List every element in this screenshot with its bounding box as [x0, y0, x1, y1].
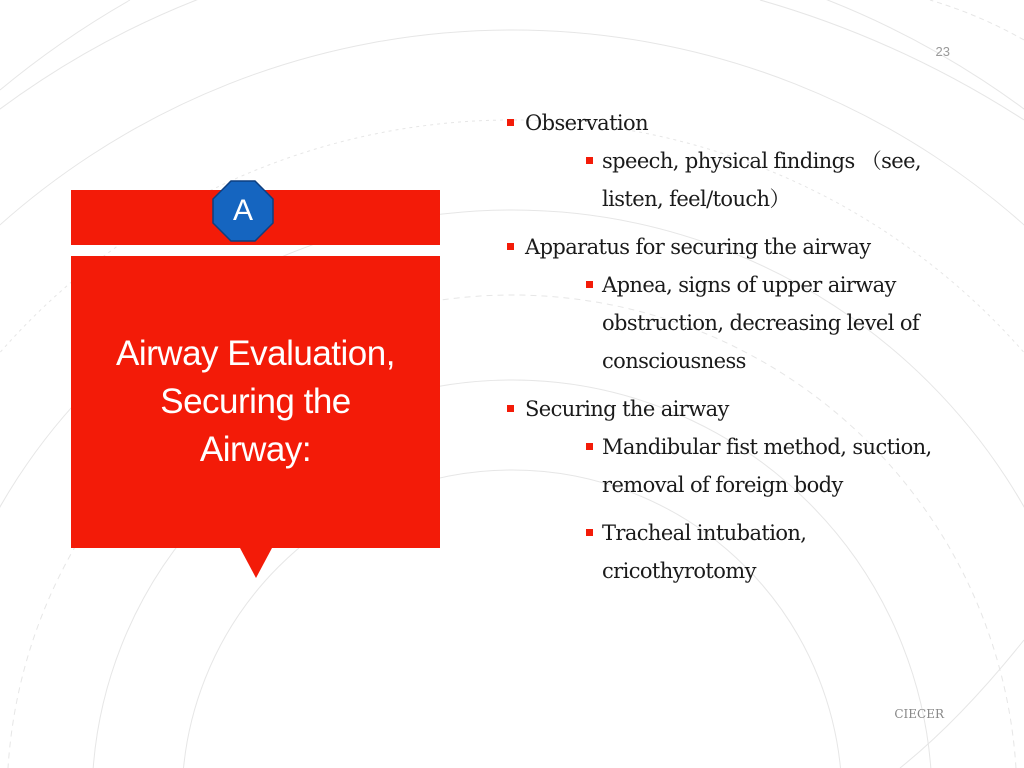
- badge-letter: A: [232, 194, 253, 227]
- square-bullet-icon: [586, 443, 593, 450]
- list-item-text: Observation: [525, 111, 649, 135]
- square-bullet-icon: [507, 243, 514, 250]
- list-subitem-text: Mandibular fist method, suction, removal of foreign body: [602, 435, 932, 497]
- list-item: [505, 390, 935, 428]
- list-subitem: [505, 514, 935, 590]
- square-bullet-icon: [586, 157, 593, 164]
- square-bullet-icon: [507, 405, 514, 412]
- square-bullet-icon: [586, 281, 593, 288]
- list-item: [505, 104, 935, 142]
- section-badge: [212, 180, 274, 242]
- slide-title: Airway Evaluation, Securing the Airway:: [116, 334, 395, 469]
- bullet-list: [505, 104, 935, 590]
- list-item-text: Securing the airway: [525, 397, 729, 421]
- title-panel-pointer: [240, 548, 272, 578]
- list-subitem: [505, 428, 935, 504]
- list-item-text: Apparatus for securing the airway: [525, 235, 871, 259]
- slide-number: 23: [935, 44, 950, 59]
- title-panel: [71, 256, 440, 548]
- square-bullet-icon: [586, 529, 593, 536]
- list-subitem-text: Apnea, signs of upper airway obstruction, decreasing level of consciousness: [602, 273, 920, 373]
- list-subitem-text: speech, physical findings （see, listen, feel/touch）: [602, 149, 922, 211]
- list-subitem: [505, 142, 935, 218]
- footer-label: CIECER: [894, 707, 944, 721]
- square-bullet-icon: [507, 119, 514, 126]
- list-subitem: [505, 266, 935, 380]
- list-subitem-text: Tracheal intubation, cricothyrotomy: [602, 521, 807, 583]
- list-item: [505, 228, 935, 266]
